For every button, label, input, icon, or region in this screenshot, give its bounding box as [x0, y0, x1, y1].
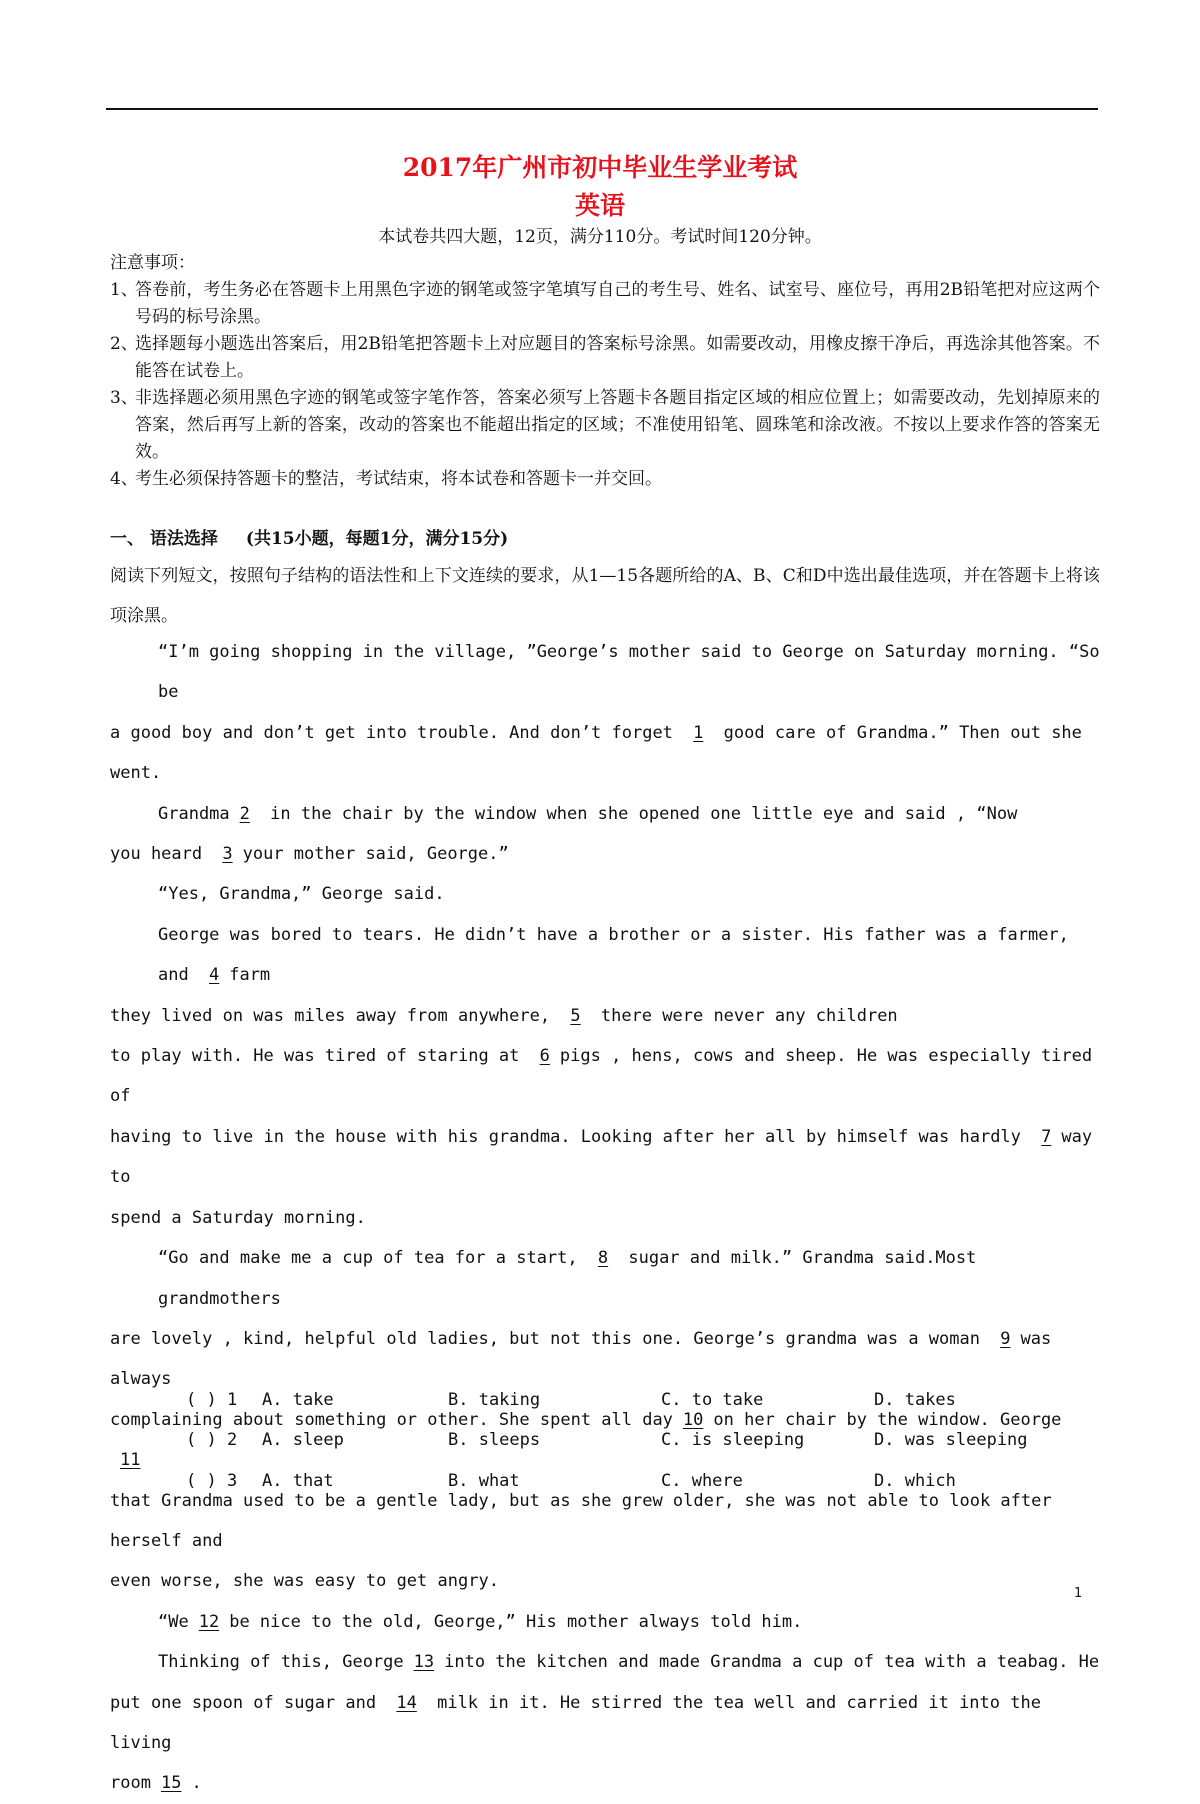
blank-9: 9	[1000, 1328, 1011, 1349]
notes-heading: 注意事项：	[110, 253, 195, 273]
passage-text: room	[110, 1773, 151, 1794]
passage-text: there were never any children	[600, 1005, 898, 1026]
passage-line	[110, 834, 1100, 874]
passage-line	[110, 996, 1100, 1036]
note-item	[110, 331, 1100, 385]
question-number: ( ) 2	[186, 1430, 238, 1451]
passage-text: to play with. He was tired of staring at	[110, 1046, 520, 1067]
note-number: 4、	[110, 469, 138, 489]
option-c[interactable]: C. to take	[661, 1390, 764, 1410]
passage-text: Grandma	[158, 803, 230, 824]
option-c[interactable]: C. is sleeping	[661, 1430, 805, 1451]
blank-6: 6	[539, 1046, 550, 1067]
passage-line: spend a Saturday morning.	[110, 1207, 366, 1228]
note-item	[110, 466, 1100, 493]
passage-text: are lovely , kind, helpful old ladies, but not this one. George’s grandma was a woman	[110, 1328, 980, 1349]
section-points: (共15小题，每题1分，满分15分)	[245, 529, 509, 549]
blank-4: 4	[208, 965, 220, 986]
note-item	[110, 385, 1100, 466]
top-rule	[106, 108, 1098, 110]
blank-10: 10	[682, 1409, 704, 1430]
option-a[interactable]: A. take	[262, 1390, 334, 1410]
passage-line	[110, 1036, 1100, 1117]
note-text: 考生必须保持答题卡的整洁，考试结束，将本试卷和答题卡一并交回。	[135, 469, 662, 489]
passage-text: “Go and make me a cup of tea for a start,	[158, 1248, 578, 1269]
passage-text: way to	[110, 1126, 1093, 1188]
question-number: ( ) 3	[186, 1470, 238, 1491]
note-text: 答卷前，考生务必在答题卡上用黑色字迹的钢笔或签字笔填写自己的考生号、姓名、试室号、座位号，再用2B铅笔把对应这两个号码的标号涂黑。	[135, 280, 1100, 327]
page-number: 1	[1074, 1586, 1083, 1601]
question-row	[186, 1390, 1086, 1430]
subject-title: 英语	[574, 191, 625, 220]
passage-text: sugar and milk.” Grandma said.Most grandmothers	[158, 1248, 977, 1309]
passage-line: that Grandma used to be a gentle lady, but as she grew older, she was not able to look after herself and	[110, 1490, 1052, 1551]
option-b[interactable]: B. taking	[448, 1390, 541, 1410]
note-number: 2、	[110, 334, 138, 354]
blank-15: 15	[160, 1773, 182, 1794]
passage-line: even worse, she was easy to get angry.	[110, 1571, 499, 1592]
passage-text: Thinking of this, George	[158, 1652, 404, 1673]
passage-line	[110, 713, 1100, 794]
option-d[interactable]: D. was sleeping	[874, 1430, 1028, 1451]
passage-text: your mother said, George.”	[242, 844, 509, 865]
passage-line: “I’m going shopping in the village, ”George’s mother said to George on Saturday morning. “So be	[158, 642, 1100, 703]
blank-14: 14	[396, 1692, 417, 1713]
passage-text: on her chair by the window.	[713, 1409, 990, 1430]
passage-line	[110, 915, 1100, 996]
note-item	[110, 277, 1100, 331]
blank-11: 11	[120, 1450, 141, 1471]
passage-line	[110, 1602, 1100, 1642]
section-heading	[110, 524, 1100, 549]
blank-7: 7	[1041, 1126, 1052, 1147]
notes-block	[110, 250, 1100, 493]
option-c[interactable]: C. where	[661, 1470, 743, 1491]
note-text: 非选择题必须用黑色字迹的钢笔或签字笔作答，答案必须写上答题卡各题目指定区域的相应位置上；如需要改动，先划掉原来的答案，然后再写上新的答案，改动的答案也不能超出指定的区域；不准使用铅笔、圆珠笔和涂改液。不按以上要求作答的答案无效。	[135, 388, 1100, 462]
blank-8: 8	[597, 1248, 609, 1269]
passage-text: into the kitchen and made Grandma a cup of tea with a teabag. He	[444, 1652, 1100, 1673]
passage-text: “We	[158, 1611, 189, 1632]
option-a[interactable]: A. sleep	[262, 1430, 344, 1451]
passage-text: they lived on was miles away from anywhere,	[110, 1005, 551, 1026]
passage-text: George	[1000, 1409, 1062, 1430]
blank-3: 3	[222, 844, 233, 865]
passage-text: you heard	[110, 844, 203, 865]
passage-line: “Yes, Grandma,” George said.	[158, 884, 445, 905]
blank-13: 13	[413, 1652, 435, 1673]
passage-text: farm	[229, 965, 271, 986]
passage-text: was always	[110, 1328, 1052, 1390]
passage-line	[110, 1319, 1100, 1400]
passage-text: George was bored to tears. He didn’t have a brother or a sister. His father was a farmer, and	[158, 924, 1069, 986]
option-d[interactable]: D. which	[874, 1470, 956, 1491]
note-number: 3、	[110, 388, 138, 408]
section-instruction: 阅读下列短文，按照句子结构的语法性和上下文连续的要求，从1—15各题所给的A、B、C和D中选出最佳选项，并在答题卡上将该项涂黑。	[110, 566, 1100, 626]
passage-line	[110, 1117, 1100, 1198]
passage-line	[110, 1763, 1100, 1803]
passage-text: good care of Grandma.” Then out she went.	[110, 722, 1082, 784]
option-b[interactable]: B. what	[448, 1470, 520, 1491]
passage-text: .	[191, 1773, 202, 1794]
option-b[interactable]: B. sleeps	[448, 1430, 541, 1451]
question-row	[186, 1471, 1086, 1511]
passage-line	[110, 1238, 1100, 1319]
passage-line	[110, 1642, 1100, 1682]
reading-passage	[110, 632, 1100, 1804]
section-title: 一、 语法选择	[110, 529, 218, 549]
blank-2: 2	[239, 803, 250, 824]
question-number: ( ) 1	[186, 1390, 238, 1410]
passage-line	[110, 794, 1100, 834]
option-d[interactable]: D. takes	[874, 1390, 956, 1410]
passage-text: a good boy and don’t get into trouble. And don’t forget	[110, 722, 673, 743]
note-number: 1、	[110, 280, 138, 300]
passage-line	[110, 1683, 1100, 1764]
passage-text: having to live in the house with his grandma. Looking after her all by himself was hardly	[110, 1126, 1021, 1147]
answer-options	[186, 1390, 1086, 1511]
passage-text: complaining about something or other. She spent all day	[110, 1409, 673, 1430]
passage-text: put one spoon of sugar and	[110, 1692, 377, 1713]
option-a[interactable]: A. that	[262, 1470, 334, 1491]
passage-text: be nice to the old, George,” His mother always told him.	[229, 1611, 803, 1632]
exam-info: 本试卷共四大题，12页，满分110分。考试时间120分钟。	[378, 227, 822, 247]
blank-12: 12	[198, 1611, 220, 1632]
passage-text: pigs , hens, cows and sheep. He was especially tired of	[110, 1046, 1093, 1107]
note-text: 选择题每小题选出答案后，用2B铅笔把答题卡上对应题目的答案标号涂黑。如需要改动，用橡皮擦干净后，再选涂其他答案。不能答在试卷上。	[135, 334, 1100, 381]
passage-text: milk in it. He stirred the tea well and carried it into the living	[110, 1692, 1041, 1753]
exam-title: 2017年广州市初中毕业生学业考试	[402, 153, 798, 182]
blank-5: 5	[570, 1005, 581, 1026]
question-row	[186, 1430, 1086, 1470]
blank-1: 1	[693, 722, 704, 743]
passage-text: in the chair by the window when she opened one little eye and said , “Now	[270, 803, 1018, 824]
